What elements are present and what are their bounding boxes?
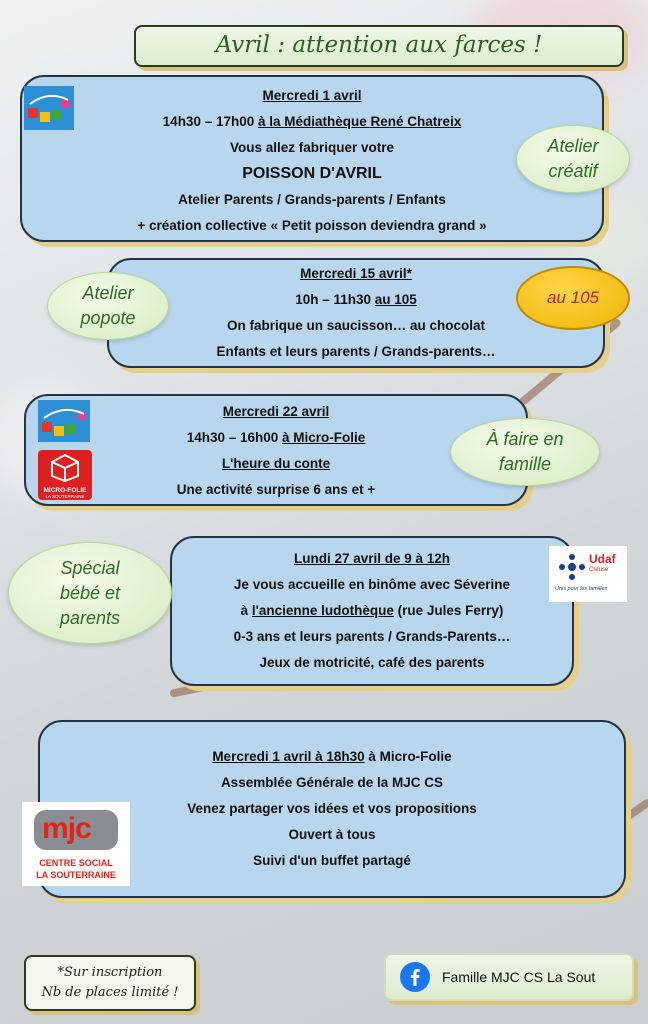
event-date: Mercredi 1 avril à 18h30 à Micro-Folie (212, 749, 452, 764)
registration-note: *Sur inscription Nb de places limité ! (24, 955, 196, 1011)
event-description: L'heure du conte (221, 456, 331, 471)
page-title: Avril : attention aux farces ! (134, 25, 624, 67)
badge-atelier-popote: Atelier popote (47, 272, 169, 340)
event-card-bebe (170, 536, 574, 686)
event-audience: 0-3 ans et leurs parents / Grands-Parents… (233, 629, 511, 644)
event-date: Lundi 27 avril de 9 à 12h (293, 551, 451, 566)
udaf-logo: Udaf Creuse Unis pour les familles (549, 546, 627, 602)
cultural-logo (24, 86, 74, 130)
micro-folie-logo: MICRO-FOLIE LA SOUTERRAINE (38, 450, 92, 500)
event-time-place: 14h30 – 17h00 à la Médiathèque René Chatreix (162, 114, 462, 129)
cube-icon (38, 450, 92, 482)
event-date: Mercredi 15 avril* (300, 266, 412, 281)
event-extra: Suivi d'un buffet partagé (253, 853, 411, 868)
people-icon (557, 552, 587, 582)
facebook-label: Famille MJC CS La Sout (442, 969, 596, 985)
event-description: Vous allez fabriquer votre (229, 140, 395, 155)
event-description: On fabrique un saucisson… au chocolat (226, 318, 486, 333)
event-extra: + création collective « Petit poisson deviendra grand » (137, 218, 487, 233)
event-date: Mercredi 22 avril (222, 404, 330, 419)
badge-au-105: au 105 (516, 266, 630, 330)
event-extra: Jeux de motricité, café des parents (259, 655, 485, 670)
event-time-place: 10h – 11h30 au 105 (295, 292, 417, 307)
badge-atelier-creatif: Atelier créatif (516, 125, 630, 193)
event-highlight: POISSON D'AVRIL (242, 165, 382, 182)
event-description: Je vous accueille en binôme avec Séverine (233, 577, 511, 592)
mjc-logo: mjc CENTRE SOCIAL LA SOUTERRAINE (22, 802, 130, 886)
event-audience: Ouvert à tous (288, 827, 376, 842)
facebook-icon (400, 962, 430, 992)
event-title: Assemblée Générale de la MJC CS (220, 775, 444, 790)
badge-bebe-parents: Spécial bébé et parents (8, 542, 172, 644)
badge-famille: À faire en famille (450, 418, 600, 486)
event-audience: Une activité surprise 6 ans et + (176, 482, 376, 497)
event-audience: Atelier Parents / Grands-parents / Enfants (178, 192, 446, 207)
facebook-link[interactable] (384, 953, 634, 1001)
cultural-logo (38, 400, 90, 442)
event-description: Venez partager vos idées et vos propositions (187, 801, 477, 816)
event-audience: Enfants et leurs parents / Grands-parents… (216, 344, 496, 359)
event-place: à l'ancienne ludothèque (rue Jules Ferry) (240, 603, 504, 618)
event-time-place: 14h30 – 16h00 à Micro-Folie (186, 430, 366, 445)
event-date: Mercredi 1 avril (262, 88, 362, 103)
